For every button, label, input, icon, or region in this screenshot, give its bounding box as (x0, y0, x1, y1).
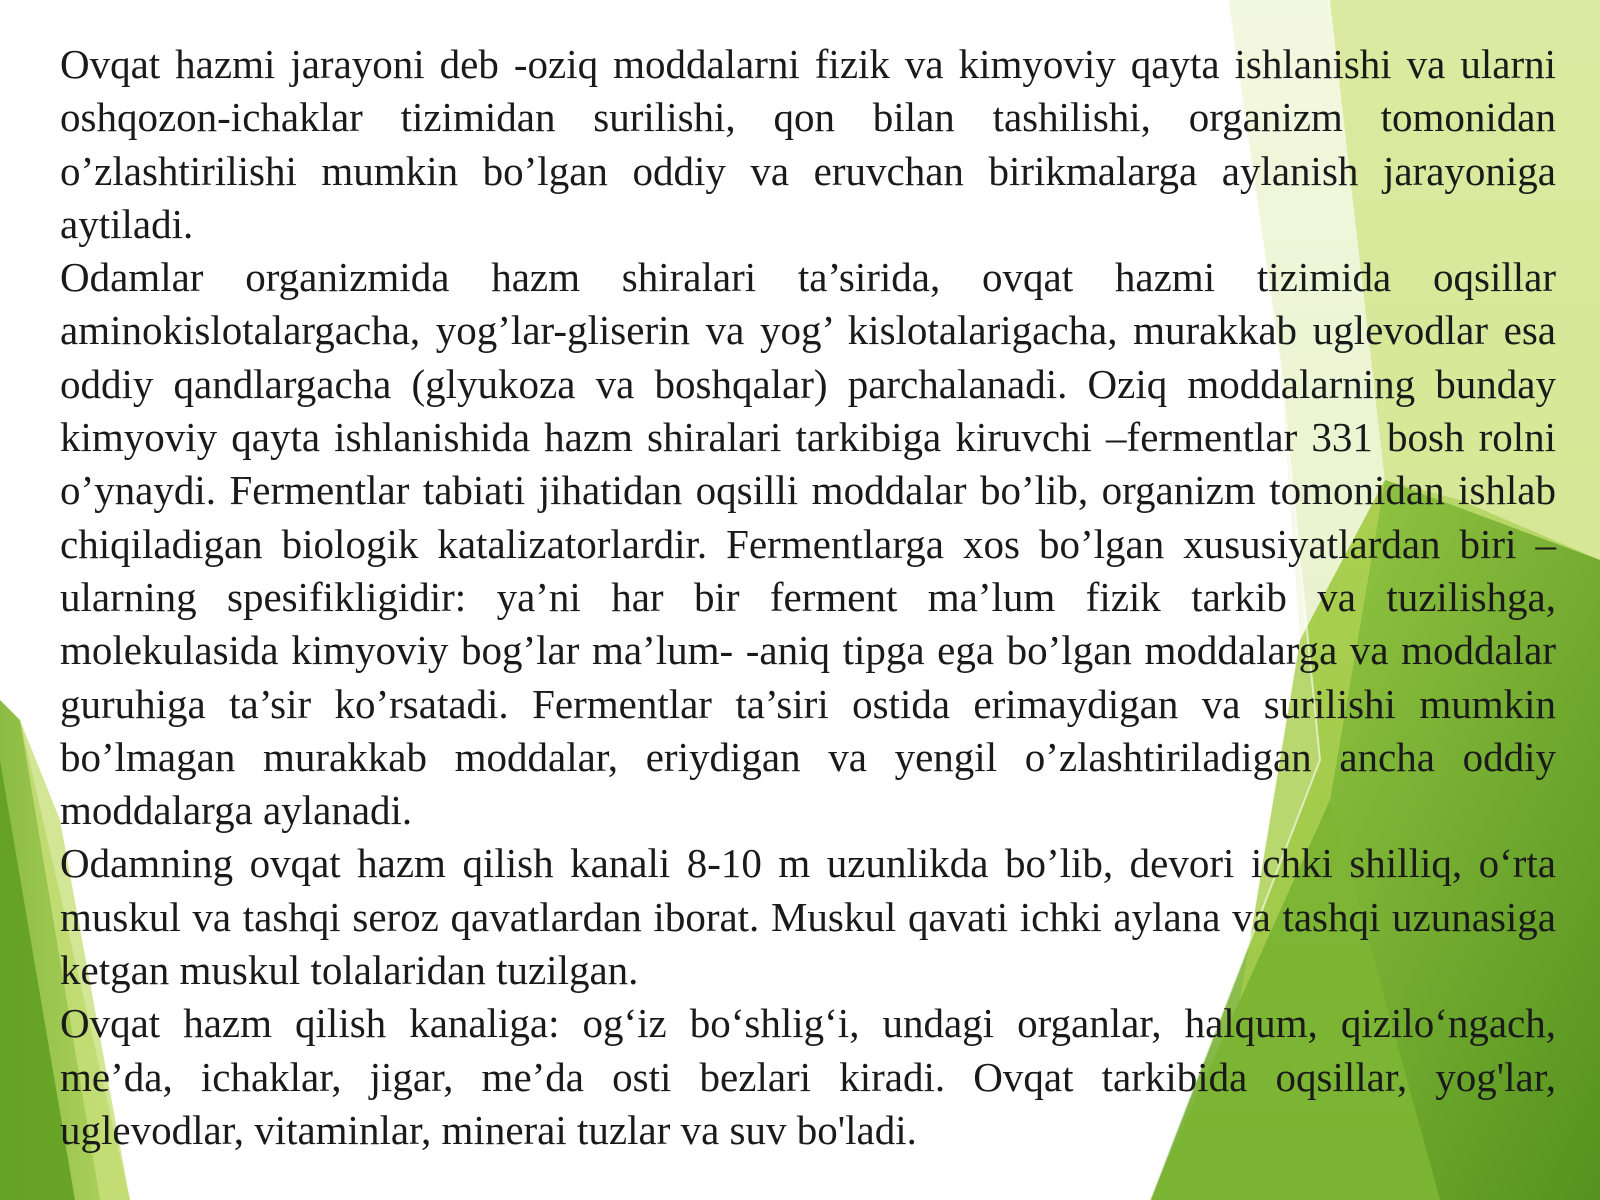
slide-text-body (60, 38, 1556, 1157)
paragraph-organs: Ovqat hazm qilish kanaliga: og‘iz bo‘shlig‘i, undagi organlar, halqum, qizilo‘ngach, me’da, ichaklar, jigar, me’da osti bezlari kiradi. Ovqat tarkibida oqsillar, yog'lar, uglevodlar, vitaminlar, minerai tuzlar va suv bo'ladi. (60, 1000, 1556, 1153)
paragraph-definition: Ovqat hazmi jarayoni deb -oziq moddalarni fizik va kimyoviy qayta ishlanishi va ularni oshqozon-ichaklar tizimidan surilishi, qon bilan tashilishi, organizm tomonidan o’zlashtirilishi mumkin bo’lgan oddiy va eruvchan birikmalarga aylanish jarayoniga aytiladi. (60, 41, 1556, 247)
paragraph-digestive-canal: Odamning ovqat hazm qilish kanali 8-10 m uzunlikda bo’lib, devori ichki shilliq, o‘rta muskul va tashqi seroz qavatlardan iborat. Muskul qavati ichki aylana va tashqi uzunasiga ketgan muskul tolalaridan tuzilgan. (60, 840, 1556, 994)
paragraph-enzymes: Odamlar organizmida hazm shiralari ta’sirida, ovqat hazmi tizimida oqsillar aminokislotalargacha, yog’lar-gliserin va yog’ kislotalarigacha, murakkab uglevodlar esa oddiy qandlargacha (glyukoza va boshqalar) parchalanadi. Oziq moddalarning bunday kimyoviy qayta ishlanishida hazm shiralari tarkibiga kiruvchi –fermentlar 331 bosh rolni o’ynaydi. Fermentlar tabiati jihatidan oqsilli moddalar bo’lib, organizm tomonidan ishlab chiqiladigan biologik katalizatorlardir. Fermentlarga xos bo’lgan xususiyatlardan biri – ularning spesifikligidir: ya’ni har bir ferment ma’lum fizik tarkib va tuzilishga, molekulasida kimyoviy bog’lar ma’lum- -aniq tipga ega bo’lgan moddalarga va moddalar guruhiga ta’sir ko’rsatadi. Fermentlar ta’siri ostida erimaydigan va surilishi mumkin bo’lmagan murakkab moddalar, eriydigan va yengil o’zlashtiriladigan ancha oddiy moddalarga aylanadi. (60, 254, 1556, 834)
